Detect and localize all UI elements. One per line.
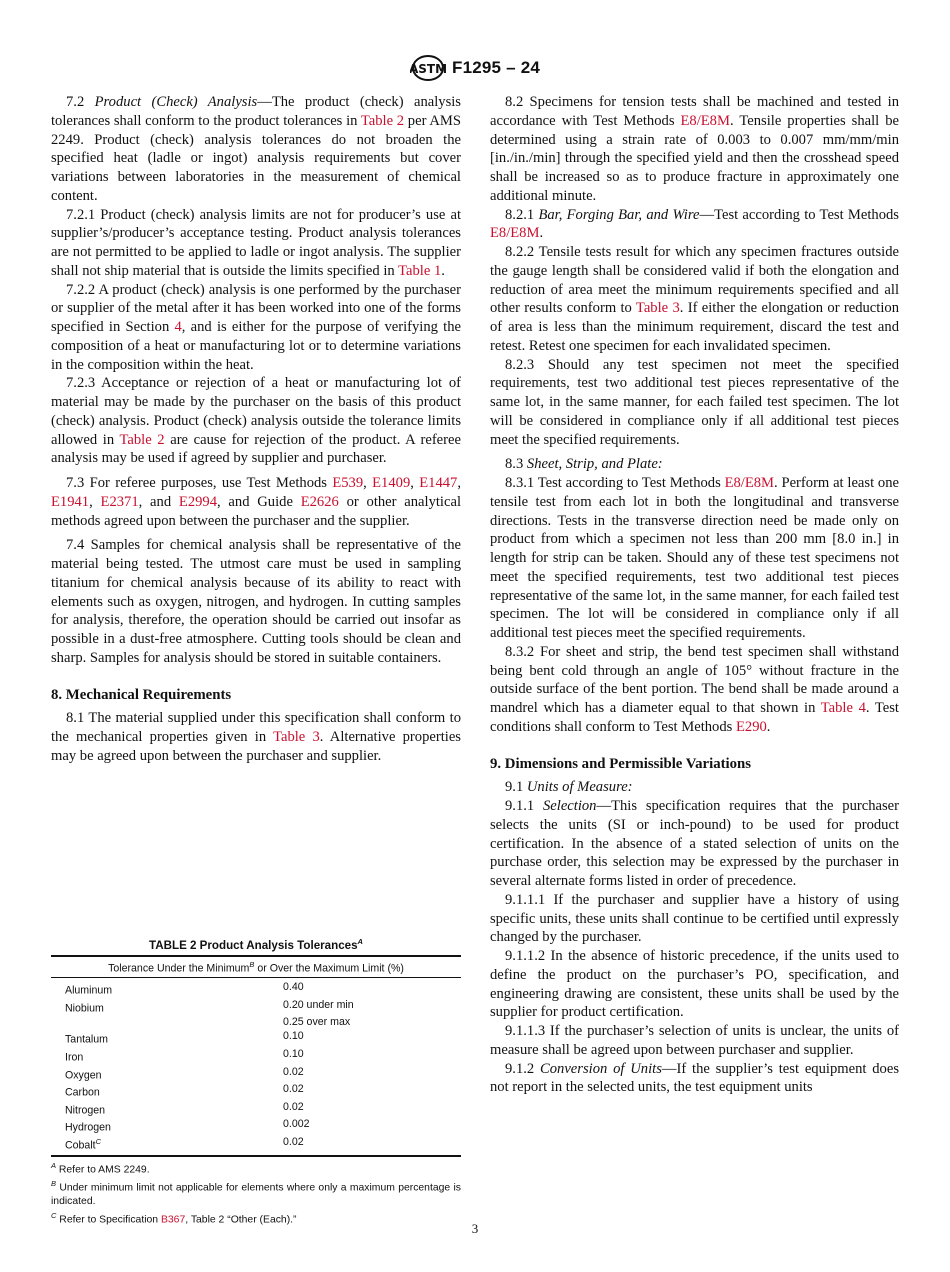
paragraph-text: —The product (check) analysis tolerances shall conform to the product tolerances in — [51, 94, 461, 129]
separator: , — [89, 493, 101, 510]
paragraph-text: —Test according to Test Methods — [699, 206, 899, 223]
paragraph-7-2-2 — [51, 281, 461, 375]
e2371-link[interactable]: E2371 — [100, 493, 139, 510]
tolerance-cell: 0.10 — [283, 1047, 304, 1060]
paragraph-text: 7.2.2 A product (check) analysis is one performed by the purchaser or supplier of the metal after it has been worked into one of the forms specified in Section — [51, 281, 461, 335]
document-id: F1295 – 24 — [451, 58, 540, 77]
table-title-text: TABLE 2 Product Analysis Tolerances — [149, 938, 358, 952]
element-cell: Oxygen — [65, 1069, 102, 1082]
svg-text:ASTM: ASTM — [409, 62, 446, 76]
e2994-link[interactable]: E2994 — [178, 493, 218, 510]
table-2-link[interactable]: Table 2 — [119, 431, 165, 448]
element-cell: Nitrogen — [65, 1104, 106, 1117]
paragraph-text: . Test conditions shall conform to Test Methods — [490, 700, 899, 735]
table-3-link[interactable]: Table 3 — [635, 300, 680, 317]
footnote-marker: A — [357, 937, 363, 946]
paragraph-text: 8.3.2 For sheet and strip, the bend test specimen shall withstand being bent cold through an angle of 105° without fracture in the outside surface of the bent portion. The bend shall be made around a mandrel which has a diameter equal to that shown in — [490, 643, 899, 716]
section-number: 9.1 — [505, 779, 527, 796]
paragraph-text: . Perform at least one tensile test from each lot in both the longitudinal and transverse directions. Tests in the transverse direction need be made only on product from which a specimen not less than 200 mm [8.0 in.] in length for strip can be taken. Should any of these test specimens not meet the specified requirements, test two additional test pieces representative of the same lot, in the same manner, for each failed test specimen. The lot will be considered in compliance only if all additional test pieces meet the specified requirements. — [490, 475, 899, 641]
paragraph-text: , and is either for the purpose of verifying the composition of a heat or manufacturing lot or to determine variations in the composition within the heat. — [51, 319, 461, 373]
paragraph-text: per AMS 2249. Product (check) analysis tolerances do not broaden the specified heat (ladle or ingot) analysis requirements but cover variations between laboratories in the measurement of chemical content. — [51, 112, 461, 204]
section-title: Selection — [542, 798, 597, 814]
paragraph-text: 7.2.3 Acceptance or rejection of a heat or manufacturing lot of material may be made by the purchaser on the basis of this product (check) analysis. Product (check) analysis outside the tolerance limits allowed in — [51, 375, 461, 448]
element-cell: Tantalum — [65, 1033, 108, 1046]
table-1-link[interactable]: Table 1 — [398, 262, 442, 279]
tolerance-cell: 0.02 — [283, 1083, 304, 1096]
section-title: Sheet, Strip, and Plate: — [526, 456, 663, 473]
tolerance-cell: 0.10 — [283, 1030, 304, 1043]
paragraph-text: 8.2.2 Tensile tests result for which any specimen fractures outside the gauge length shall be considered valid if both the elongation and reduction of area meet the minimum requirements specified and all other results conform to — [490, 244, 899, 317]
element-cell: Iron — [65, 1051, 84, 1064]
separator: , — [363, 475, 373, 491]
paragraph-7-2 — [51, 93, 461, 206]
element-cell: Cobalt$^C$ — [65, 1136, 102, 1152]
paragraph-9-1-2 — [490, 1060, 899, 1098]
paragraph-8-2-1 — [490, 206, 899, 244]
section-4-link[interactable]: 4 — [174, 319, 182, 335]
separator: , — [410, 475, 420, 491]
footnote-c: $^C$ Refer to Specification B367, Table 2 “Other (Each).” — [51, 1210, 297, 1226]
paragraph-9-1 — [490, 778, 899, 797]
table-row — [51, 1047, 461, 1065]
element-cell: Hydrogen — [65, 1121, 111, 1134]
table-row — [51, 1082, 461, 1100]
paragraph-7-2-3 — [51, 374, 461, 468]
table-row — [51, 1117, 461, 1135]
tolerance-table — [51, 980, 461, 1152]
section-number: 8.2.1 — [505, 206, 539, 223]
table-row — [51, 1065, 461, 1083]
section-title: Bar, Forging Bar, and Wire — [538, 206, 700, 223]
section-title: Product (Check) Analysis — [94, 94, 258, 110]
page-header — [0, 54, 950, 84]
paragraph-7-2-1 — [51, 206, 461, 281]
e1941-link[interactable]: E1941 — [51, 493, 90, 510]
tolerance-cell: 0.20 under min — [283, 998, 354, 1011]
footnote-b: $^B$ Under minimum limit not applicable for elements where only a maximum percentage is indicated. — [51, 1179, 461, 1208]
e8-e8m-link[interactable]: E8/E8M — [680, 112, 730, 129]
paragraph-8-3-1 — [490, 474, 899, 643]
header-text: Tolerance Under the Minimum — [108, 962, 250, 975]
paragraph-9-1-1-3: 9.1.1.3 If the purchaser’s selection of units is unclear, the units of measure shall be agreed upon between purchaser and supplier. — [490, 1023, 899, 1058]
table-row — [51, 998, 461, 1016]
paragraph-text: are cause for rejection of the product. A referee analysis may be used if agreed by supplier and purchaser. — [51, 431, 461, 467]
table-row — [51, 1029, 461, 1047]
paragraph-text: or other analytical methods agreed upon between the purchaser and the supplier. — [51, 493, 461, 529]
footnote-marker: B — [249, 959, 255, 969]
paragraph-text: . Alternative properties may be agreed upon between the purchaser and supplier. — [51, 729, 461, 764]
table-column-header — [51, 957, 461, 978]
footnote-a: $^A$ Refer to AMS 2249. — [51, 1161, 150, 1176]
table-row — [51, 1100, 461, 1118]
table-row — [51, 1135, 461, 1153]
paragraph-9-1-1-2: 9.1.1.2 In the absence of historic precedence, if the units used to define the product on the purchaser’s PO, specification, and engineering drawing are consistent, these units shall be used by the supplier for product certification. — [490, 948, 899, 1021]
paragraph-text: . — [766, 718, 771, 735]
paragraph-8-1 — [51, 709, 461, 765]
table-title — [51, 937, 461, 952]
element-cell: Aluminum — [65, 984, 113, 997]
paragraph-text: 8.2 Specimens for tension tests shall be machined and tested in accordance with Test Methods — [490, 94, 899, 129]
element-cell — [51, 1015, 270, 1029]
paragraph-text: 8.3.1 Test according to Test Methods — [505, 475, 725, 491]
paragraph-7-4: 7.4 Samples for chemical analysis shall be representative of the material being tested. The utmost care must be used in sampling titanium for chemical analysis because of its ability to react with elements such as oxygen, nitrogen, and hydrogen. In cutting samples for analysis, therefore, the operation should be carried out insofar as possible in a dust-free atmosphere. Cutting tools should be clean and sharp. Samples for analysis should be stored in suitable containers. — [51, 537, 461, 666]
page-number: 3 — [471, 1221, 479, 1236]
table-3-link[interactable]: Table 3 — [273, 729, 320, 745]
section-title: Conversion of Units — [540, 1060, 662, 1077]
e539-link[interactable]: E539 — [332, 475, 364, 491]
paragraph-8-2-3: 8.2.3 Should any test specimen not meet the specified requirements, test two additional test pieces representative of the same lot, in the same manner, for each failed test specimen. The lot will be considered in compliance only if all additional test pieces meet the specified requirements. — [490, 356, 899, 448]
element-cell: Niobium — [65, 1002, 104, 1015]
section-number: 8.3 — [505, 456, 527, 473]
separator: , and Guide — [217, 493, 301, 510]
table-row — [51, 1015, 461, 1029]
tolerance-cell: 0.02 — [283, 1135, 304, 1148]
section-number: 9.1.2 — [505, 1060, 540, 1077]
section-9-heading: 9. Dimensions and Permissible Variations — [490, 755, 752, 772]
paragraph-8-3 — [490, 455, 899, 474]
paragraph-text: . Tensile properties shall be determined using a strain rate of 0.003 to 0.007 mm/mm/min [in./in./min] through the specified yield and then the crosshead speed shall be increased so as to produce fracture in approximately one additional minute. — [490, 112, 899, 204]
tolerance-cell: 0.02 — [283, 1100, 304, 1113]
element-cell: Carbon — [65, 1086, 100, 1099]
e290-link[interactable]: E290 — [735, 718, 767, 735]
paragraph-7-3 — [51, 474, 461, 530]
e2626-link[interactable]: E2626 — [300, 493, 339, 510]
e1447-link[interactable]: E1447 — [419, 475, 458, 491]
paragraph-8-3-2 — [490, 643, 899, 737]
right-column — [490, 93, 899, 1097]
paragraph-text: 7.2.1 Product (check) analysis limits are not for producer’s use at supplier’s/producer’s acceptance testing. Product analysis tolerances are not permitted to be applied to ladle or ingot analysis. The supplier shall not ship material that is outside the limits specified in — [51, 206, 461, 279]
section-number: 9.1.1 — [505, 798, 543, 814]
paragraph-9-1-1-1: 9.1.1.1 If the purchaser and supplier have a history of using specific units, these units shall continue to be certified until expressly changed by the purchaser. — [490, 891, 899, 946]
paragraph-text: . If either the elongation or reduction of area is less than the minimum requirement, discard the test and retest. Retest one specimen for each invalidated specimen. — [490, 300, 899, 354]
separator: , — [457, 475, 462, 491]
separator: , and — [138, 493, 179, 510]
b367-link[interactable]: B367 — [160, 1214, 186, 1226]
paragraph-8-2 — [490, 93, 899, 206]
paragraph-text: . — [539, 225, 544, 242]
table-2-link[interactable]: Table 2 — [360, 112, 405, 129]
astm-logo-icon — [410, 54, 446, 82]
left-column — [51, 93, 461, 766]
table-rule — [51, 1155, 461, 1157]
tolerance-cell: 0.40 — [283, 981, 304, 994]
paragraph-text: —If the supplier’s test equipment does not report in the selected units, the test equipment units — [490, 1060, 899, 1096]
paragraph-9-1-1 — [490, 797, 899, 891]
table-2 — [51, 937, 461, 1227]
e8-e8m-link[interactable]: E8/E8M — [724, 475, 775, 491]
section-title: Units of Measure: — [526, 779, 633, 796]
table-footnotes — [51, 1159, 461, 1226]
tolerance-cell: 0.002 — [283, 1118, 310, 1131]
e1409-link[interactable]: E1409 — [372, 475, 411, 491]
table-row — [51, 980, 461, 998]
e8-e8m-link[interactable]: E8/E8M — [490, 225, 540, 242]
section-number: 7.2 — [66, 94, 85, 110]
table-4-link[interactable]: Table 4 — [820, 700, 866, 716]
paragraph-text: . — [441, 262, 445, 279]
tolerance-cell: 0.02 — [283, 1065, 304, 1078]
paragraph-text: 8.1 The material supplied under this specification shall conform to the mechanical properties given in — [51, 710, 461, 745]
header-text: or Over the Maximum Limit (%) — [254, 962, 404, 975]
tolerance-cell: 0.25 over max — [283, 1016, 351, 1029]
paragraph-8-2-2 — [490, 243, 899, 356]
section-8-heading: 8. Mechanical Requirements — [51, 686, 232, 703]
paragraph-text: —This specification requires that the purchaser selects the units (SI or inch-pound) to be used for product certification. In the absence of a stated selection of units on the purchase order, this selection may be expressed by the purchaser in several alternate forms listed in order of precedence. — [490, 798, 899, 889]
paragraph-text: 7.3 For referee purposes, use Test Methods — [66, 475, 333, 491]
